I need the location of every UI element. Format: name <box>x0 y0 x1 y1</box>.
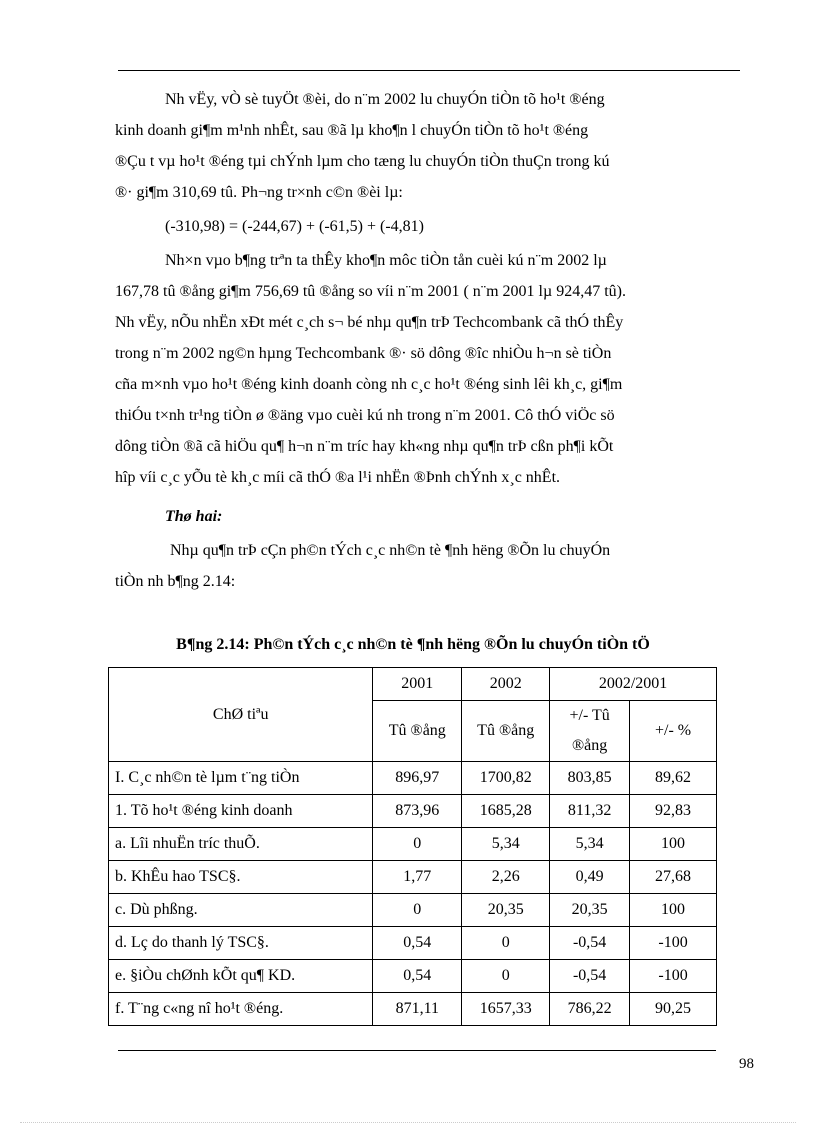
bottom-rule <box>118 1050 716 1051</box>
paragraph-2 <box>115 245 740 493</box>
text-line: dông tiÒn ®ã cã hiÖu qu¶ h¬n n¨m tríc hay kh«ng nhµ qu¶n trÞ cßn ph¶i kÕt <box>115 438 614 455</box>
paragraph-1 <box>115 84 740 208</box>
value-2002: 0 <box>462 960 550 993</box>
cashflow-factors-table <box>108 667 717 1026</box>
table-row <box>109 927 717 960</box>
page-number: 98 <box>739 1056 754 1072</box>
row-label: I. C¸c nh©n tè lµm t¨ng tiÒn <box>109 762 373 795</box>
header-percent: +/- % <box>630 701 717 762</box>
value-2001: 1,77 <box>373 861 462 894</box>
header-comparison: 2002/2001 <box>550 668 717 701</box>
value-2002: 0 <box>462 927 550 960</box>
value-difference: -0,54 <box>550 927 630 960</box>
table-row <box>109 993 717 1026</box>
value-difference: 20,35 <box>550 894 630 927</box>
paragraph-3 <box>115 535 740 597</box>
header-unit-2002: Tû ®ång <box>462 701 550 762</box>
value-difference: 803,85 <box>550 762 630 795</box>
value-percent: 89,62 <box>630 762 717 795</box>
value-2002: 20,35 <box>462 894 550 927</box>
table-row <box>109 795 717 828</box>
text-line: trong n¨m 2002 ng©n hµng Techcombank ®· sö dông ®îc nhiÒu h¬n sè tiÒn <box>115 345 612 362</box>
table-row <box>109 960 717 993</box>
value-percent: -100 <box>630 960 717 993</box>
row-label: e. §iÒu chØnh kÕt qu¶ KD. <box>109 960 373 993</box>
row-label: a. Lîi nhuËn tríc thuÕ. <box>109 828 373 861</box>
text-line: cña m×nh vµo ho¹t ®éng kinh doanh còng nh c¸c ho¹t ®éng sinh lêi kh¸c, gi¶m <box>115 376 623 393</box>
header-2001: 2001 <box>373 668 462 701</box>
value-2001: 0,54 <box>373 927 462 960</box>
value-difference: 811,32 <box>550 795 630 828</box>
value-2002: 2,26 <box>462 861 550 894</box>
text-line: ®· gi¶m 310,69 tû. Ph¬ng tr×nh c©n ®èi lµ: <box>115 184 403 201</box>
value-percent: 92,83 <box>630 795 717 828</box>
table-row <box>109 861 717 894</box>
text-line: Nh vËy, nÕu nhËn xÐt mét c¸ch s¬ bé nhµ qu¶n trÞ Techcombank cã thÓ thÊy <box>115 314 624 331</box>
text-line: Nh×n vµo b¶ng trªn ta thÊy kho¶n môc tiÒn tån cuèi kú n¨m 2002 lµ <box>165 252 607 269</box>
section-heading: Thø hai: <box>165 508 223 525</box>
row-label: d. Lç do thanh lý TSC§. <box>109 927 373 960</box>
value-2002: 1685,28 <box>462 795 550 828</box>
top-rule <box>118 70 740 71</box>
value-percent: 27,68 <box>630 861 717 894</box>
value-2001: 873,96 <box>373 795 462 828</box>
value-difference: 0,49 <box>550 861 630 894</box>
value-2001: 0 <box>373 828 462 861</box>
value-2002: 1657,33 <box>462 993 550 1026</box>
value-difference: 786,22 <box>550 993 630 1026</box>
balance-equation: (-310,98) = (-244,67) + (-61,5) + (-4,81) <box>165 218 425 235</box>
header-indicator: ChØ tiªu <box>109 668 373 762</box>
table-row <box>109 828 717 861</box>
text-line: ®Çu t vµ ho¹t ®éng tµi chÝnh lµm cho tæng lu chuyÓn tiÒn thuÇn trong kú <box>115 153 610 170</box>
text-line: 167,78 tû ®ång gi¶m 756,69 tû ®ång so víi n¨m 2001 ( n¨m 2001 lµ 924,47 tû). <box>115 283 626 300</box>
row-label: f. T¨ng c«ng nî ho¹t ®éng. <box>109 993 373 1026</box>
text-line: Nhµ qu¶n trÞ cÇn ph©n tÝch c¸c nh©n tè ¶nh hëng ®Õn lu chuyÓn <box>170 542 611 559</box>
value-2001: 0,54 <box>373 960 462 993</box>
text-line: tiÒn nh b¶ng 2.14: <box>115 573 236 590</box>
value-2001: 0 <box>373 894 462 927</box>
value-2002: 1700,82 <box>462 762 550 795</box>
text-line: hîp víi c¸c yÕu tè kh¸c míi cã thÓ ®a l¹i nhËn ®Þnh chÝnh x¸c nhÊt. <box>115 469 561 486</box>
header-2002: 2002 <box>462 668 550 701</box>
text-line: kinh doanh gi¶m m¹nh nhÊt, sau ®ã lµ kho¶n l chuyÓn tiÒn tõ ho¹t ®éng <box>115 122 589 139</box>
table-caption: B¶ng 2.14: Ph©n tÝch c¸c nh©n tè ¶nh hëng ®Õn lu chuyÓn tiÒn tÖ <box>176 636 650 653</box>
table-row <box>109 762 717 795</box>
value-percent: -100 <box>630 927 717 960</box>
value-percent: 100 <box>630 894 717 927</box>
row-label: b. KhÊu hao TSC§. <box>109 861 373 894</box>
text-line: thiÓu t×nh tr¹ng tiÒn ø ®äng vµo cuèi kú nh trong n¨m 2001. Cô thÓ viÖc sö <box>115 407 615 424</box>
text-line: Nh vËy, vÒ sè tuyÖt ®èi, do n¨m 2002 lu chuyÓn tiÒn tõ ho¹t ®éng <box>165 91 605 108</box>
value-percent: 100 <box>630 828 717 861</box>
value-2002: 5,34 <box>462 828 550 861</box>
header-difference: +/- Tû ®ång <box>550 701 630 762</box>
value-difference: -0,54 <box>550 960 630 993</box>
header-unit-2001: Tû ®ång <box>373 701 462 762</box>
value-2001: 896,97 <box>373 762 462 795</box>
value-percent: 90,25 <box>630 993 717 1026</box>
value-difference: 5,34 <box>550 828 630 861</box>
row-label: 1. Tõ ho¹t ®éng kinh doanh <box>109 795 373 828</box>
table-row <box>109 894 717 927</box>
value-2001: 871,11 <box>373 993 462 1026</box>
row-label: c. Dù phßng. <box>109 894 373 927</box>
